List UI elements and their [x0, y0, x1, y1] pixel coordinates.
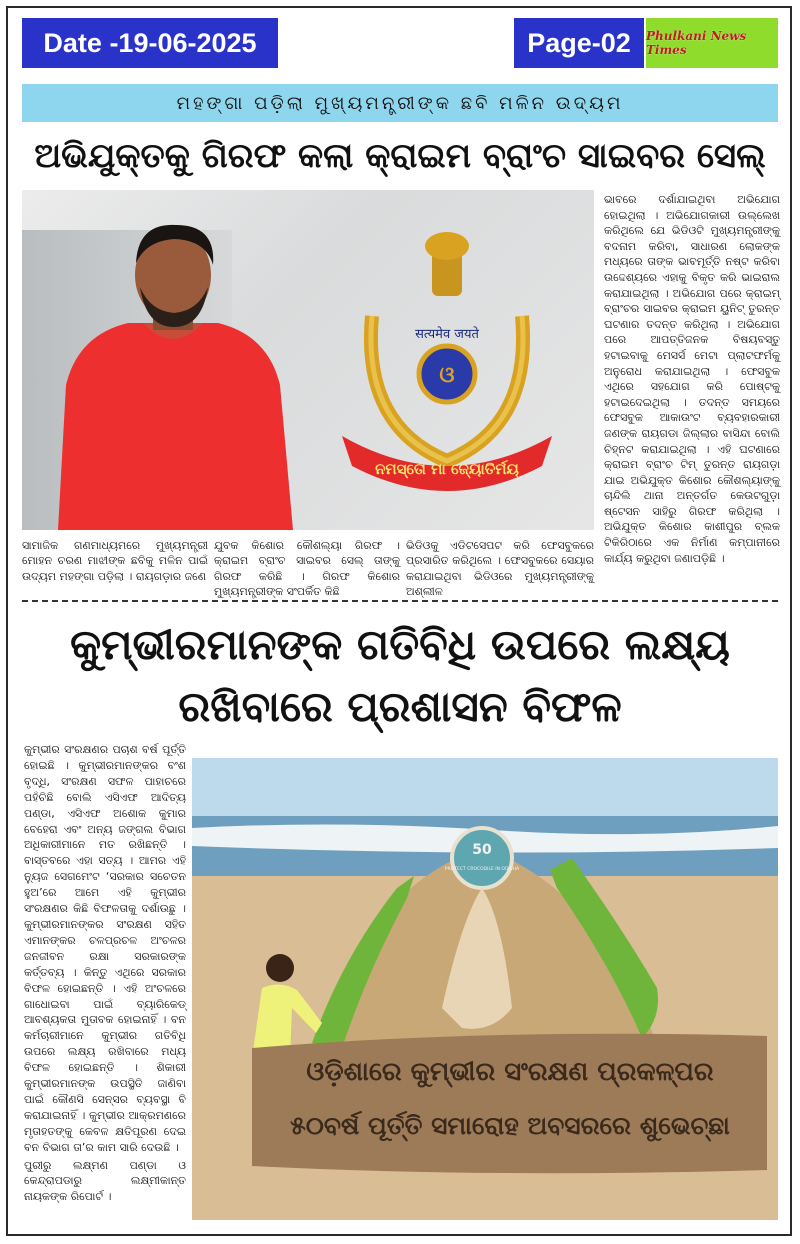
story1-below-column-1: ସାମାଜିକ ଗଣମାଧ୍ୟମରେ ମୁଖ୍ୟମନ୍ତ୍ରୀ ମୋହନ ଚରଣ ମାଝୀଙ୍କ ଛବିକୁ ମଳିନ ପାଇଁ ଉଦ୍ୟମ ମହଙ୍ଗା ପଡ଼ିଲା । ରାୟଗଡ଼ାର ଜଣେ [22, 539, 208, 583]
story1-headline: ଅଭିଯୁକ୍ତକୁ ଗିରଫ କଲା କ୍ରାଇମ ବ୍ରାଂଚ ସାଇବର ସେଲ୍ [34, 136, 766, 176]
date-label: Date -19-06-2025 [22, 18, 278, 68]
story2-left-column [24, 742, 186, 1205]
story2-body: କୁମ୍ଭୀର ସଂରକ୍ଷଣର ପଚାଶ ବର୍ଷ ପୂର୍ତ୍ତି ହୋଇଛି । କୁମ୍ଭୀରମାନଙ୍କର ବଂଶ ବୃଦ୍ଧି, ସଂରକ୍ଷଣ ସଫଳ ପାହାଚରେ ପହଁଚିଛି ବୋଲି ଏସିଏଫ ଆଦିତ୍ୟ ପଣ୍ଡା, ଏସିଏଫ ଅଶୋକ କୁମାର ବେହେରା ଏବଂ ଅନ୍ୟ ଜଙ୍ଗଲ ବିଭାଗ ଅଧିକାରୀମାନେ ମତ ରଖିଛନ୍ତି । ବାସ୍ତବରେ ଏହା ସତ୍ୟ । ଆମର ଏହି ନ୍ୟୁଜ ସେଗମେଂଟ ‘ସରକାର ସଚେତନ ହୁଅ’ରେ ଆମେ ଏହି କୁମ୍ଭୀର ସଂରକ୍ଷଣର କିଛି ବିଫଳତାକୁ ଦର୍ଶାଉଛୁ । କୁମ୍ଭୀରମାନଙ୍କର ସଂରକ୍ଷଣ ସହିତ ଏମାନଙ୍କର ଚଳପ୍ରଚଳ ଅଂଚଳର ଜନଜୀବନ ରକ୍ଷା ସରକାରଙ୍କ କର୍ତ୍ତବ୍ୟ । କିନ୍ତୁ ଏଥିରେ ସରକାର ବିଫଳ ହୋଇଛନ୍ତି । ଏହି ଅଂଚଳରେ ଗାଧୋଇବା ପାଇଁ ବ୍ୟାରିକେଡ୍ ଆବଶ୍ୟକତା ମୁତାବକ ହୋଇନାହିଁ । ବନ କର୍ମଚାରୀମାନେ କୁମ୍ଭୀର ଗତିବିଧି ଉପରେ ଲକ୍ଷ୍ୟ ରଖିବାରେ ମଧ୍ୟ ବିଫଳ ହୋଇଛନ୍ତି । ଶିକାରୀ କୁମ୍ଭୀରମାନଙ୍କ ଉପସ୍ଥିତି ଜାଣିବା ପାଇଁ କୌଣସି ସେନ୍ସର ବ୍ୟବସ୍ଥା ବି କରାଯାଇନାହିଁ । କୁମ୍ଭୀର ଆକ୍ରମଣରେ ମୃତାହତଙ୍କୁ କେବଳ କ୍ଷତିପୂରଣ ଦେଇ ବନ ବିଭାଗ ତା’ର କାମ ସାରି ଦେଉଛି । [24, 743, 186, 1154]
story1-below-column-2: ଯୁବକ କିଶୋର କୌଶଲ୍ୟା ଗିରଫ । କ୍ରାଇମ ବ୍ରାଂଚ ସାଇବର ସେଲ୍ ତାଙ୍କୁ ଗିରଫ କରିଛି । ଗିରଫ କିଶୋର ମୁଖ୍ୟମନ୍ତ୍ରୀଙ୍କ ସଂପର୍କିତ କିଛି [214, 539, 400, 599]
story1-kicker: ମହଙ୍ଗା ପଡ଼ିଲା ମୁଖ୍ୟମନ୍ତ୍ରୀଙ୍କ ଛବି ମଳିନ ଉଦ୍ୟମ [22, 84, 778, 122]
story1-photo [22, 190, 594, 530]
accused-person-photo [48, 215, 298, 530]
story2-headline-line2: ରଖିବାରେ ପ୍ରଶାସନ ବିଫଳ [178, 682, 622, 731]
story2-headline-line1: କୁମ୍ଭୀରମାନଙ୍କ ଗତିବିଧି ଉପରେ ଲକ୍ଷ୍ୟ [70, 620, 730, 669]
sand-text-line1: ଓଡ଼ିଶାରେ କୁମ୍ଭୀର ସଂରକ୍ଷଣ ପ୍ରକଳ୍ପର [306, 1057, 714, 1087]
story2-headline [18, 614, 782, 738]
sand-art-scene [192, 758, 778, 1220]
sand-text-line2: ୫୦ବର୍ଷ ପୂର୍ତ୍ତି ସମାରୋହ ଅବସରରେ ଶୁଭେଚ୍ଛା [290, 1111, 730, 1140]
page-number: Page-02 [514, 18, 644, 68]
sand-badge-number: 50 [472, 842, 492, 858]
story2-sand-art-photo [192, 758, 778, 1220]
emblem-motto-top: सत्यमेव जयते [415, 327, 479, 342]
logo-text: Phulkani News Times [646, 29, 747, 57]
svg-text:ଓ: ଓ [439, 363, 455, 388]
sand-badge [452, 828, 512, 888]
newspaper-logo [646, 18, 778, 68]
sand-badge-text: PROTECT CROCODILE IN ODISHA [444, 867, 520, 872]
story2-byline: ପୁରୀରୁ ଲକ୍ଷ୍ମଣ ପଣ୍ଡା ଓ କେନ୍ଦ୍ରାପଡାରୁ ଲକ୍ଷ୍ମୀକାନ୍ତ ନାୟକଙ୍କ ରିପୋର୍ଟ । [24, 1158, 186, 1204]
odisha-police-emblem [322, 226, 572, 496]
story1-below-column-3: ଭିଡିଓକୁ ଏଡିଟସେପଟ କରି ଫେସବୁକରେ ପ୍ରସାରିତ କରିଥିଲେ । ଫେସବୁକରେ ସେୟାର କରାଯାଇଥିବା ଭିଡିଓରେ ମୁଖ୍ୟମନ୍ତ୍ରୀଙ୍କୁ ଅଶ୍ଲୀଳ [406, 539, 594, 599]
story1-right-column: ଭାବରେ ଦର୍ଶାଯାଇଥିବା ଅଭିଯୋଗ ହୋଇଥିଲା । ଅଭିଯୋଗକାରୀ ଉଲ୍ଲେଖ କରିଥିଲେ ଯେ ଭିଡିଓଟି ମୁଖ୍ୟମନ୍ତ୍ରୀଙ୍କୁ ବଦନାମ କରିବା, ସାଧାରଣ ଲୋକଙ୍କ ମଧ୍ୟରେ ତାଙ୍କ ଭାବମୂର୍ତ୍ତି ନଷ୍ଟ କରିବା ଉଦ୍ଦେଶ୍ୟରେ ଏହାକୁ ବିକୃତ କରି ଭାଇରାଲ କରାଯାଇଥିଲା । ଅଭିଯୋଗ ପରେ କ୍ରାଇମ୍ ବ୍ରାଂଚର ସାଇବର କ୍ରାଇମ ୟୁନିଟ୍ ତୁରନ୍ତ ଘଟଣାର ତଦନ୍ତ କରିଥିଲା । ଅଭିଯୋଗ ପରେ ଆପତ୍ତିଜନକ ବିଷୟବସ୍ତୁ ହଟାଇବାକୁ ମେସର୍ସ ମେଟା ପ୍ଲାଟଫର୍ମକୁ ଅନୁରୋଧ କରାଯାଇଥିଲା । ଫେସବୁକ ଏଥିରେ ସହଯୋଗ କରି ପୋଷ୍ଟକୁ ହଟାଇଦେଇଥିଲା । ତଦନ୍ତ ସମୟରେ ଫେସବୁକ ଆକାଉଂଟ ବ୍ୟବହାରକାରୀ ଜଣଙ୍କ ରାୟଗଡା ଜିଲ୍ଲାର ବାସିନ୍ଦା ବୋଲି ଚିହ୍ନଟ କରାଯାଇଥିଲା । ଏହି ଘଟଣାରେ କ୍ରାଇମ ବ୍ରାଂଚ ଟିମ୍ ତୁରନ୍ତ ରାୟଗଡ଼ା ଯାଇ ଅଭିଯୁକ୍ତ କିଶୋର କୌଶଲ୍ୟାଙ୍କୁ ଚାନ୍ଦିଲି ଥାନା ଅନ୍ତର୍ଗତ କେଉଟଗୁଡ଼ା ଷ୍ଟେସନ ସାହିରୁ ଗିରଫ କରିଥିଲା । ଅଭିଯୁକ୍ତ କିଶୋର କାଶୀପୁର ବ୍ଲକ ଟିକିରିଠାରେ ଏକ ନିର୍ମାଣ କମ୍ପାନୀରେ କାର୍ଯ୍ୟ କରୁଥିବା ଜଣାପଡ଼ିଛି । [604, 193, 780, 565]
section-divider [22, 600, 778, 602]
emblem-motto-banner: ନମସ୍ତୋ ମା ଜ୍ୟୋତିର୍ମୟ [375, 460, 519, 478]
